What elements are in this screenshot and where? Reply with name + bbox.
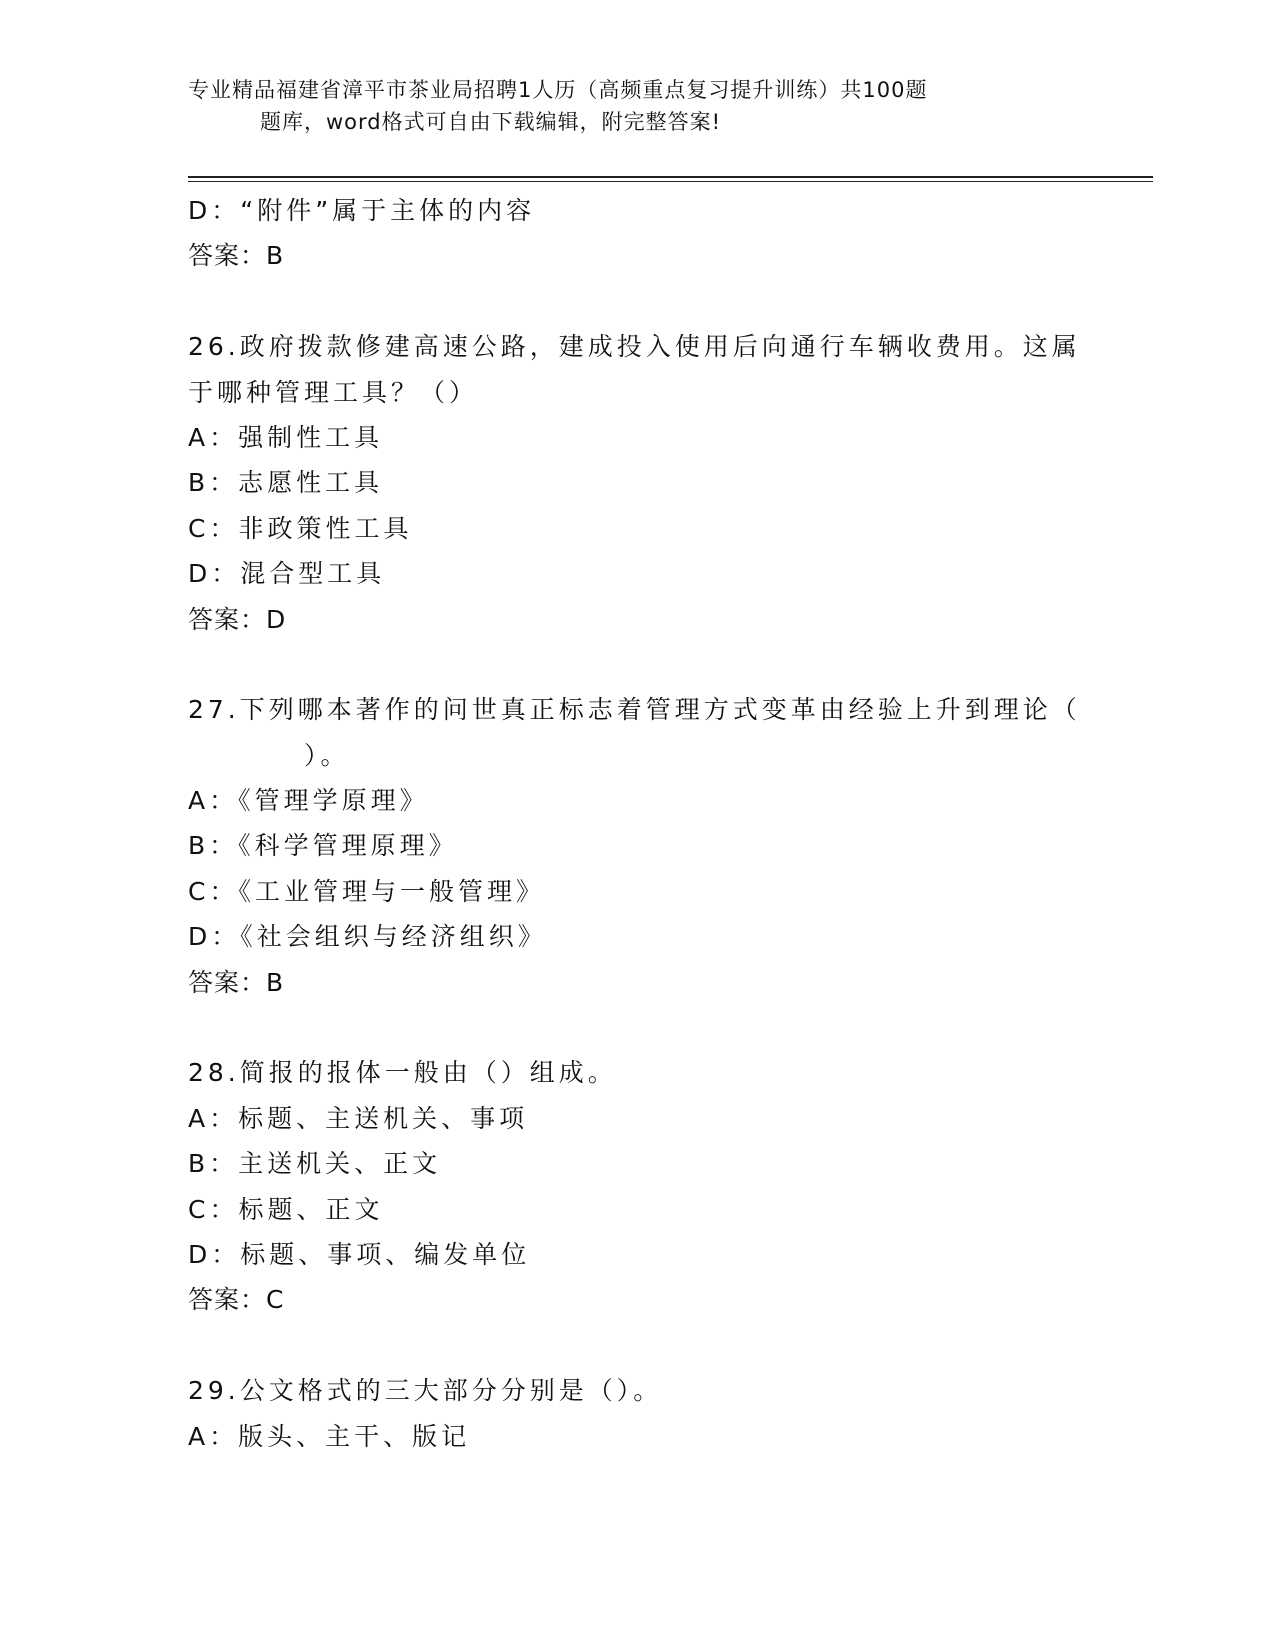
q28-option-a: A：标题、主送机关、事项 <box>188 1103 529 1133</box>
q27-stem-line1: 27.下列哪本著作的问世真正标志着管理方式变革由经验上升到理论（ <box>188 695 1081 725</box>
q28-option-b: B：主送机关、正文 <box>188 1149 442 1179</box>
q26-option-b: B：志愿性工具 <box>188 468 384 498</box>
spacer <box>188 1005 1088 1050</box>
q29-stem-line1: 29.公文格式的三大部分分别是（）。 <box>188 1376 663 1406</box>
q26-option-d: D：混合型工具 <box>188 559 386 589</box>
q29-option-a: A：版头、主干、版记 <box>188 1421 471 1451</box>
q27-option-d: D：《社会组织与经济组织》 <box>188 922 547 952</box>
q28-option-c: C：标题、正文 <box>188 1194 384 1224</box>
header-rule-thick <box>188 176 1153 178</box>
prev-option-d: D：“附件”属于主体的内容 <box>188 196 536 225</box>
prev-answer: 答案：B <box>188 241 285 271</box>
spacer <box>188 642 1088 687</box>
q27-answer: 答案：B <box>188 967 285 997</box>
q28-answer: 答案：C <box>188 1285 285 1315</box>
document-header <box>188 74 1088 138</box>
q26-answer: 答案：D <box>188 604 287 634</box>
q26-option-c: C：非政策性工具 <box>188 513 413 543</box>
q27-option-c: C：《工业管理与一般管理》 <box>188 876 545 906</box>
q26-stem-line2: 于哪种管理工具？（） <box>188 377 479 407</box>
q28-option-d: D：标题、事项、编发单位 <box>188 1239 531 1269</box>
q28-stem-line1: 28.简报的报体一般由（）组成。 <box>188 1058 617 1088</box>
q26-stem-line1: 26.政府拨款修建高速公路，建成投入使用后向通行车辆收费用。这属 <box>188 332 1081 362</box>
question-list <box>188 188 1088 1459</box>
q26-option-a: A：强制性工具 <box>188 422 384 452</box>
q27-option-a: A：《管理学原理》 <box>188 786 429 816</box>
q27-option-b: B：《科学管理原理》 <box>188 831 458 861</box>
header-rule-thin <box>188 181 1153 182</box>
q27-stem-line2: ）。 <box>304 740 350 770</box>
spacer <box>188 279 1088 324</box>
header-title-line1: 专业精品福建省漳平市茶业局招聘1人历（高频重点复习提升训练）共100题 <box>188 78 928 102</box>
header-title-line2: 题库，word格式可自由下载编辑，附完整答案! <box>260 110 722 134</box>
spacer <box>188 1323 1088 1368</box>
